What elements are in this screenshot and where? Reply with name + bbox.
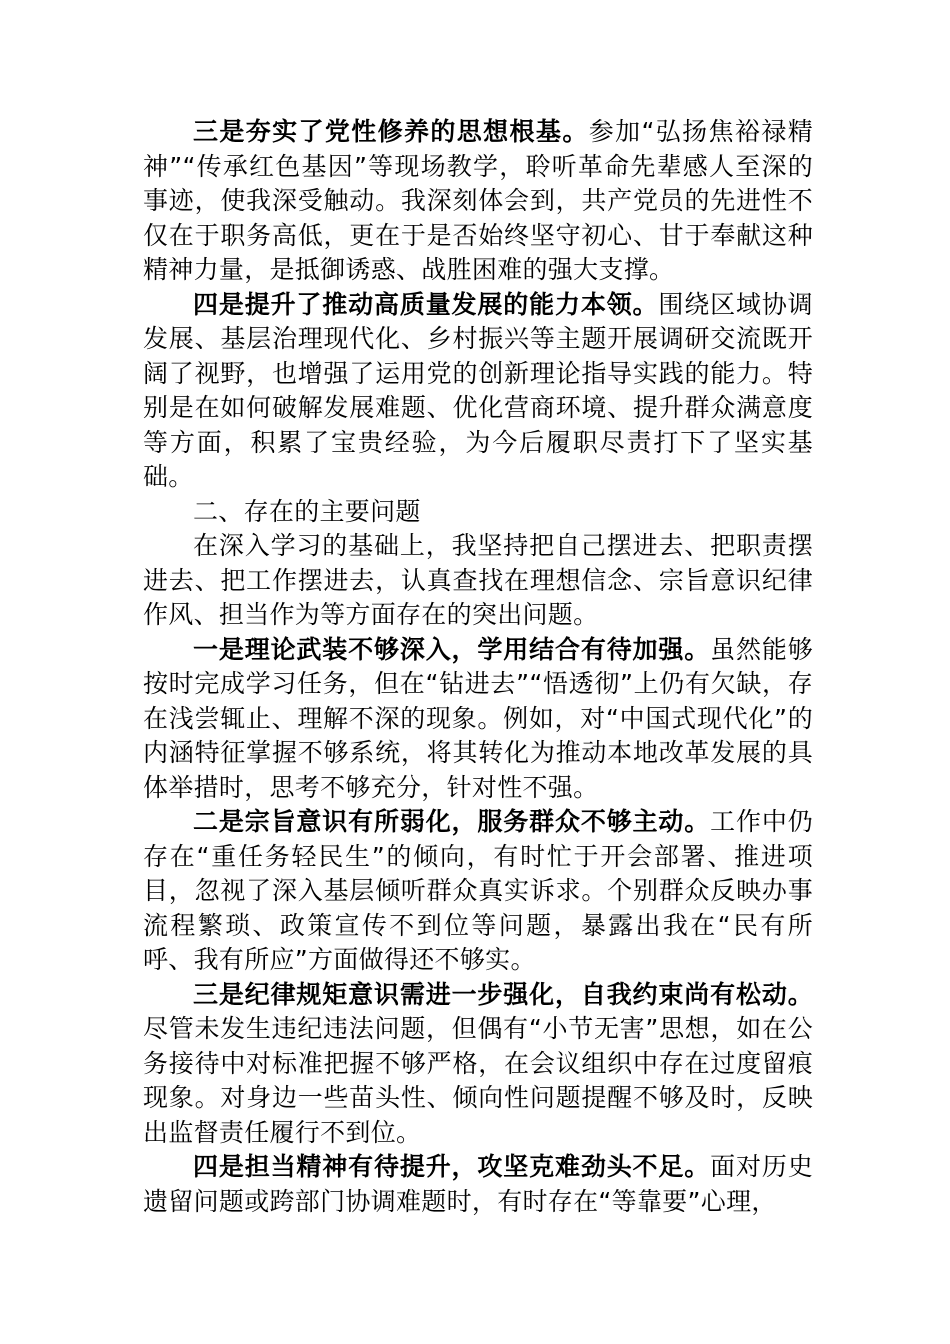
paragraph-party-spirit: [143, 115, 813, 288]
problem-lead: 四是担当精神有待提升，攻坚克难劲头不足。: [193, 1152, 711, 1181]
problem-lead: 一是理论武装不够深入，学用结合有待加强。: [193, 634, 711, 664]
paragraph-capability: [143, 288, 813, 495]
problem-body: 虽然能够按时完成学习任务，但在“钻进去”“悟透彻”上仍有欠缺，存在浅尝辄止、理解不深的现象。例如，对“中国式现代化”的内涵特征掌握不够系统，将其转化为推动本地改革发展的具体举措时，思考不够充分，针对性不强。: [143, 634, 813, 802]
document-page: [143, 115, 813, 1219]
problem-responsibility: [143, 1150, 813, 1219]
problem-service: [143, 805, 813, 978]
problem-theory: [143, 633, 813, 806]
problem-body: 尽管未发生违纪违法问题，但偶有“小节无害”思想，如在公务接待中对标准把握不够严格，在会议组织中存在过度留痕现象。对身边一些苗头性、倾向性问题提醒不够及时，反映出监督责任履行不到位。: [143, 1014, 813, 1147]
section-intro: 在深入学习的基础上，我坚持把自己摆进去、把职责摆进去、把工作摆进去，认真查找在理想信念、宗旨意识纪律作风、担当作为等方面存在的突出问题。: [143, 531, 813, 629]
paragraph-lead: 四是提升了推动高质量发展的能力本领。: [193, 289, 659, 319]
paragraph-lead: 三是夯实了党性修养的思想根基。: [193, 117, 589, 146]
paragraph-body: 围绕区域协调发展、基层治理现代化、乡村振兴等主题开展调研交流既开阔了视野，也增强了运用党的创新理论指导实践的能力。特别是在如何破解发展难题、优化营商环境、提升群众满意度等方面，积累了宝贵经验，为今后履职尽责打下了坚实基础。: [143, 289, 813, 491]
problem-lead: 三是纪律规矩意识需进一步强化，自我约束尚有松动。: [193, 979, 813, 1009]
problem-lead: 二是宗旨意识有所弱化，服务群众不够主动。: [193, 807, 711, 836]
problem-discipline: [143, 978, 813, 1151]
section-heading: 二、存在的主要问题: [193, 496, 421, 526]
problem-body: 面对历史遗留问题或跨部门协调难题时，有时存在“等靠要”心理，: [143, 1152, 813, 1216]
paragraph-body: 参加“弘扬焦裕禄精神”“传承红色基因”等现场教学，聆听革命先辈感人至深的事迹，使我深受触动。我深刻体会到，共产党员的先进性不仅在于职务高低，更在于是否始终坚守初心、甘于奉献这种精神力量，是抵御诱惑、战胜困难的强大支撑。: [143, 117, 813, 284]
problem-body: 工作中仍存在“重任务轻民生”的倾向，有时忙于开会部署、推进项目，忽视了深入基层倾听群众真实诉求。个别群众反映办事流程繁琐、政策宣传不到位等问题，暴露出我在“民有所呼、我有所应”方面做得还不够实。: [143, 807, 813, 974]
